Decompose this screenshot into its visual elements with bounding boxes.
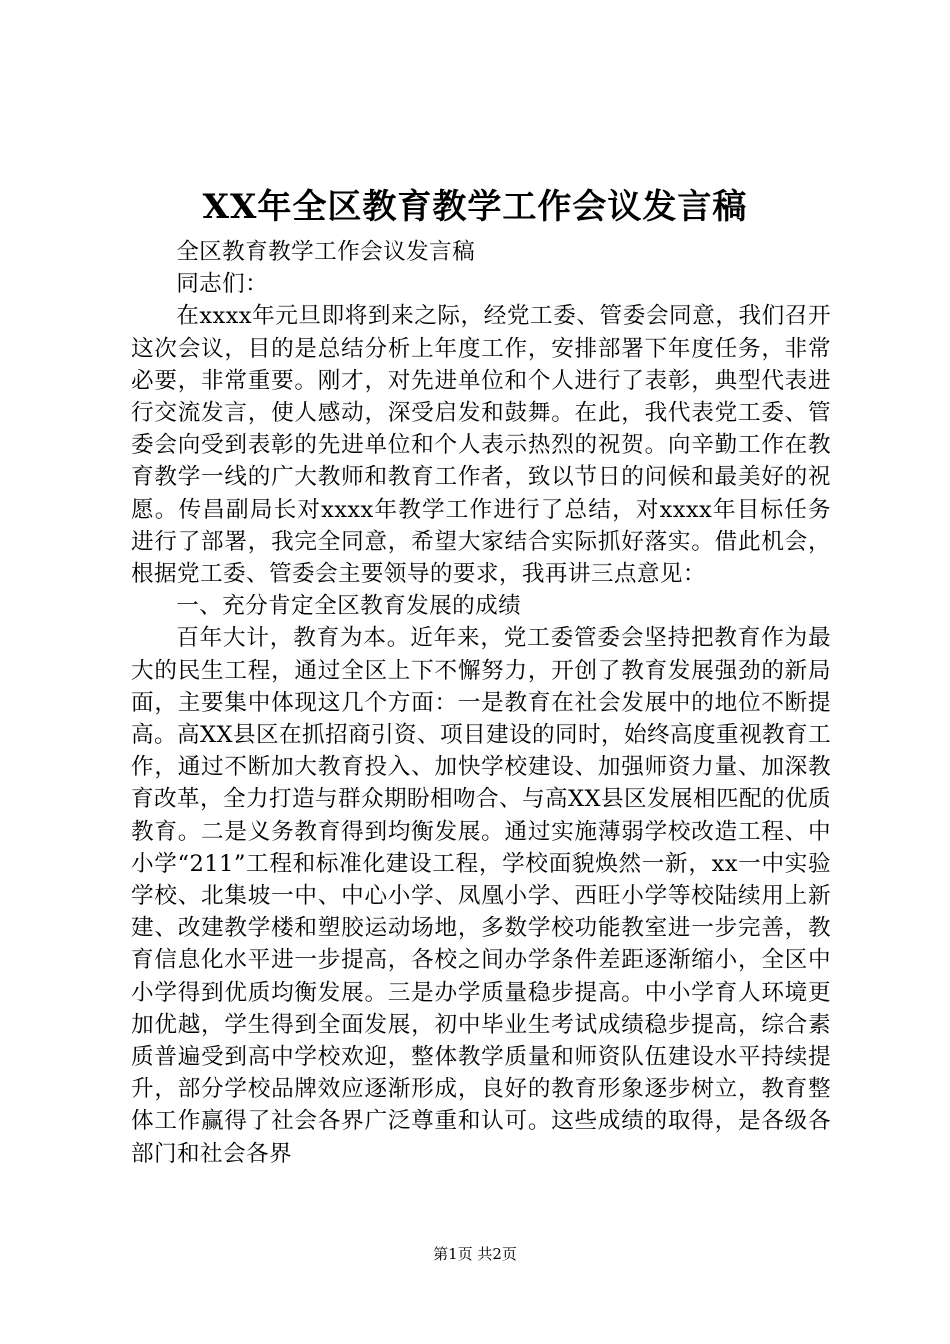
salutation-paragraph: 同志们： xyxy=(176,271,269,298)
subtitle-paragraph: 全区教育教学工作会议发言稿 xyxy=(176,239,476,265)
document-body xyxy=(131,236,831,1170)
document-title: XX年全区教育教学工作会议发言稿 xyxy=(202,187,748,227)
page-footer: 第1页 共2页 xyxy=(433,1245,517,1263)
section-paragraph: 百年大计，教育为本。近年来，党工委管委会坚持把教育作为最大的民生工程，通过全区上下不懈努力，开创了教育发展强劲的新局面，主要集中体现这几个方面：一是教育在社会发展中的地位不断提高。高XX县区在抓招商引资、项目建设的同时，始终高度重视教育工作，通过不断加大教育投入、加快学校建设、加强师资力量、加深教育改革，全力打造与群众期盼相吻合、与高XX县区发展相匹配的优质教育。二是义务教育得到均衡发展。通过实施薄弱学校改造工程、中小学“211”工程和标准化建设工程，学校面貌焕然一新，xx一中实验学校、北集坡一中、中心小学、凤凰小学、西旺小学等校陆续用上新建、改建教学楼和塑胶运动场地，多数学校功能教室进一步完善，教育信息化水平进一步提高，各校之间办学条件差距逐渐缩小，全区中小学得到优质均衡发展。三是办学质量稳步提高。中小学育人环境更加优越，学生得到全面发展，初中毕业生考试成绩稳步提高，综合素质普遍受到高中学校欢迎，整体教学质量和师资队伍建设水平持续提升，部分学校品牌效应逐渐形成，良好的教育形象逐步树立，教育整体工作赢得了社会各界广泛尊重和认可。这些成绩的取得，是各级各部门和社会各界 xyxy=(131,625,831,1167)
opening-paragraph: 在xxxx年元旦即将到来之际，经党工委、管委会同意，我们召开这次会议，目的是总结分析上年度工作，安排部署下年度任务，非常必要，非常重要。刚才，对先进单位和个人进行了表彰，典型代表进行交流发言，使人感动，深受启发和鼓舞。在此，我代表党工委、管委会向受到表彰的先进单位和个人表示热烈的祝贺。向辛勤工作在教育教学一线的广大教师和教育工作者，致以节日的问候和最美好的祝愿。传昌副局长对xxxx年教学工作进行了总结，对xxxx年目标任务进行了部署，我完全同意，希望大家结合实际抓好落实。借此机会，根据党工委、管委会主要领导的要求，我再讲三点意见： xyxy=(131,303,831,588)
section-heading: 一、充分肯定全区教育发展的成绩 xyxy=(176,593,522,620)
